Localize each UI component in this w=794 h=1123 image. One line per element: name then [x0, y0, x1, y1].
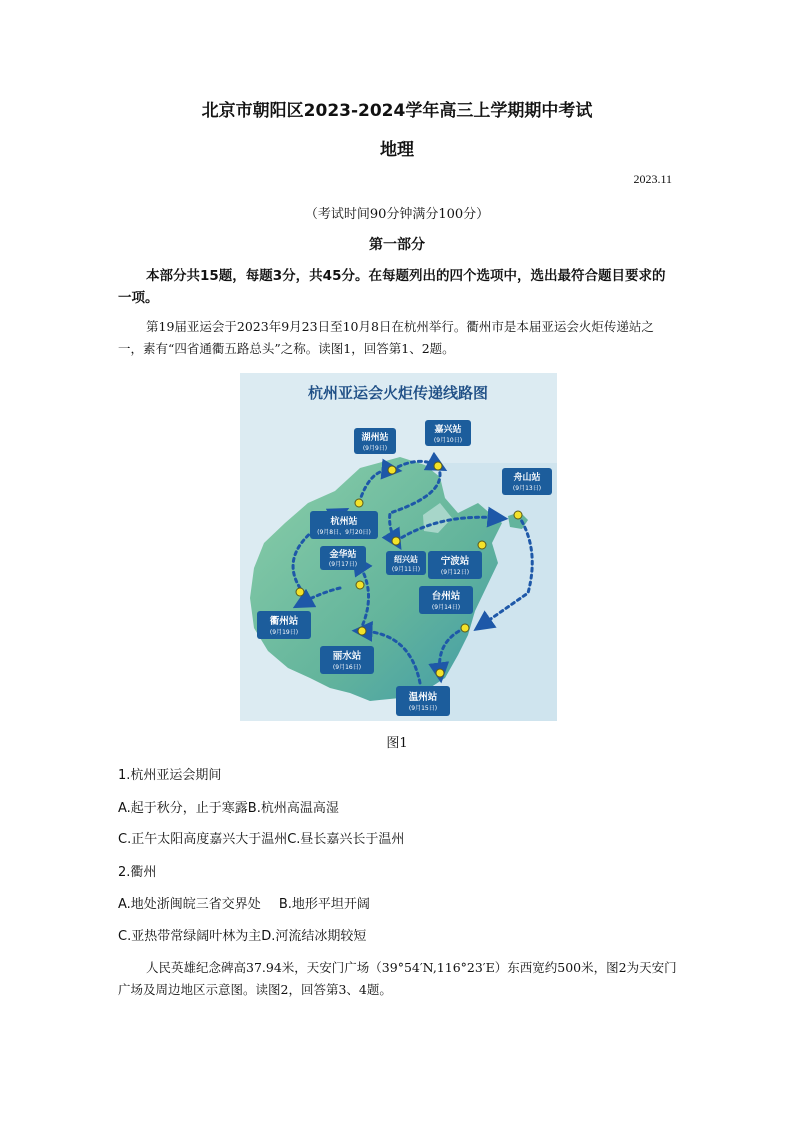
- passage-1: 第19届亚运会于2023年9月23日至10月8日在杭州举行。衢州市是本届亚运会火炬传递站之一，素有“四省通衢五路总头”之称。读图1，回答第1、2题。: [118, 319, 654, 356]
- label-taizhou-name: 台州站: [431, 591, 461, 602]
- label-shaoxing: [386, 551, 426, 575]
- question-1-options-ab: A.起于秋分，止于寒露B.杭州高温高湿: [118, 801, 339, 816]
- label-lishui-date: (9月16日): [332, 664, 362, 671]
- time-note: （考试时间90分钟满分100分）: [304, 207, 490, 222]
- label-jinhua-name: 金华站: [329, 550, 357, 560]
- dot-zhoushan: [514, 511, 522, 519]
- label-taizhou: [419, 586, 473, 614]
- label-jinhua: [320, 546, 366, 570]
- exam-date: 2023.11: [633, 172, 672, 186]
- label-zhoushan: [502, 468, 552, 495]
- dot-wenzhou: [436, 669, 444, 677]
- label-hangzhou-name: 杭州站: [330, 517, 358, 527]
- question-2-stem: 2.衢州: [118, 865, 157, 880]
- label-jiaxing-name: 嘉兴站: [434, 425, 462, 435]
- dot-taizhou: [461, 624, 469, 632]
- label-huzhou-name: 湖州站: [361, 433, 389, 443]
- label-ningbo-date: (9月12日): [440, 569, 470, 576]
- label-ningbo: [428, 551, 482, 579]
- label-jiaxing-date: (9月10日): [433, 437, 463, 444]
- label-ningbo-name: 宁波站: [440, 556, 470, 567]
- dot-jiaxing: [434, 462, 442, 470]
- exam-title: 北京市朝阳区2023-2024学年高三上学期期中考试: [201, 101, 593, 121]
- dot-huzhou: [388, 466, 396, 474]
- passage-2: 人民英雄纪念碑高37.94米，天安门广场（39°54′N,116°23′E）东西宽约500米，图2为天安门广场及周边地区示意图。读图2，回答第3、4题。: [118, 960, 677, 997]
- subject-heading: 地理: [380, 140, 414, 160]
- label-zhoushan-name: 舟山站: [513, 473, 541, 483]
- label-lishui-name: 丽水站: [332, 651, 362, 662]
- dot-quzhou: [296, 588, 304, 596]
- question-2-options-ab: [118, 893, 370, 912]
- map-title: 杭州亚运会火炬传递线路图: [307, 384, 489, 402]
- label-taizhou-date: (9月14日): [431, 604, 461, 611]
- label-huzhou: [354, 428, 396, 454]
- label-zhoushan-date: (9月13日): [512, 485, 542, 492]
- label-jinhua-date: (9月17日): [328, 561, 358, 568]
- figure-1-caption: 图1: [386, 736, 408, 751]
- question-2-option-a: A.地处浙闽皖三省交界处: [118, 897, 261, 912]
- label-huzhou-date: (9月9日): [362, 445, 388, 452]
- dot-shaoxing: [392, 537, 400, 545]
- label-quzhou-date: (9月19日): [269, 629, 299, 636]
- question-2-option-b: B.地形平坦开阔: [278, 897, 370, 912]
- dot-ningbo: [478, 541, 486, 549]
- label-jiaxing: [425, 420, 471, 446]
- label-hangzhou: [310, 511, 378, 539]
- label-wenzhou-name: 温州站: [408, 692, 438, 703]
- question-2-options-cd: C.亚热带常绿阔叶林为主D.河流结冰期较短: [118, 929, 367, 944]
- label-hangzhou-date: (9月8日、9月20日): [317, 529, 371, 536]
- dot-lishui: [358, 627, 366, 635]
- label-quzhou: [257, 611, 311, 639]
- label-shaoxing-name: 绍兴站: [394, 555, 418, 564]
- instructions: 本部分共15题，每题3分，共45分。在每题列出的四个选项中，选出最符合题目要求的一项。: [118, 268, 666, 306]
- question-1-options-cd: C.正午太阳高度嘉兴大于温州C.昼长嘉兴长于温州: [118, 832, 405, 847]
- label-wenzhou: [396, 686, 450, 716]
- part-heading: 第一部分: [369, 237, 425, 253]
- label-wenzhou-date: (9月15日): [408, 705, 438, 712]
- label-quzhou-name: 衢州站: [269, 616, 299, 627]
- label-lishui: [320, 646, 374, 674]
- dot-jinhua: [356, 581, 364, 589]
- torch-relay-map: [240, 373, 557, 721]
- question-1-stem: 1.杭州亚运会期间: [118, 768, 222, 783]
- label-shaoxing-date: (9月11日): [391, 566, 421, 573]
- dot-hangzhou: [355, 499, 363, 507]
